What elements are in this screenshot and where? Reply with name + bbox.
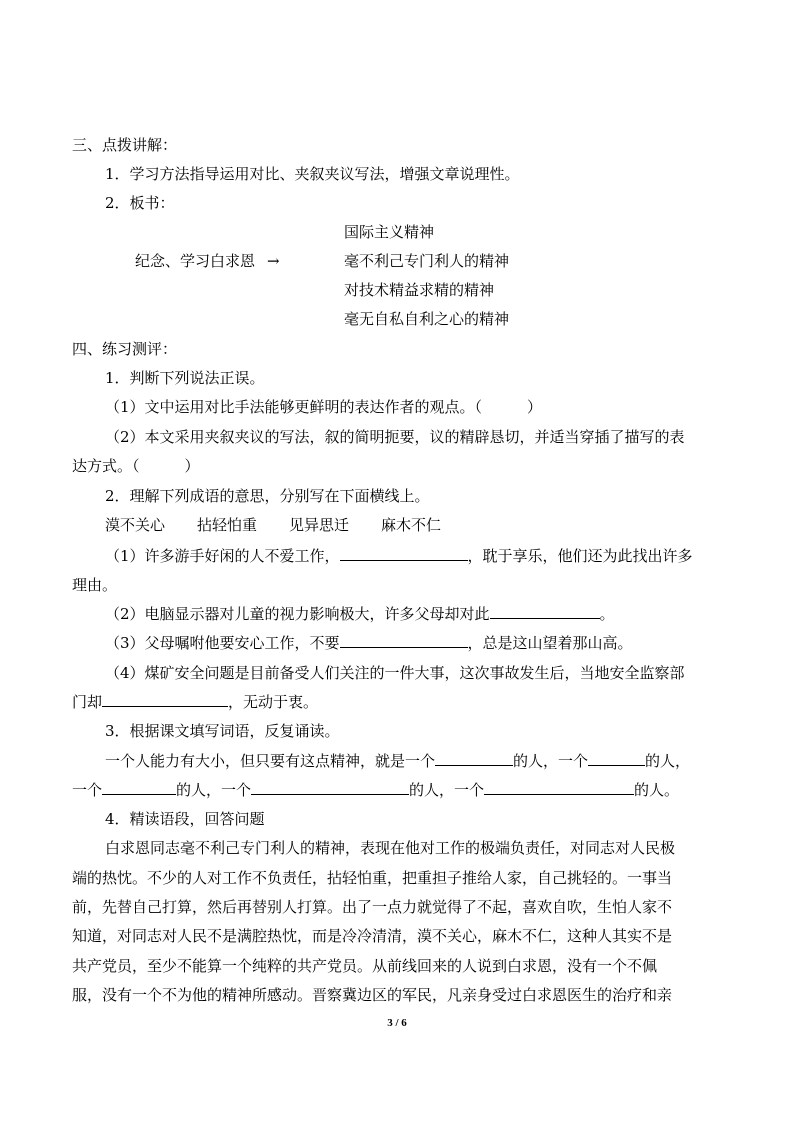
q1-statement-1: （1）文中运用对比手法能够更鲜明的表达作者的观点。（ ） [105, 398, 543, 416]
section-3-item-2: 2．板书： [105, 194, 175, 212]
answer-blank[interactable] [102, 692, 228, 707]
q2-s2-text-after: 。 [599, 605, 615, 623]
page-number: 3 / 6 [387, 1017, 407, 1029]
passage-line-6: 服，没有一个不为他的精神所感动。晋察冀边区的军民，凡亲身受过白求恩医生的治疗和亲 [72, 986, 673, 1004]
spirit-1: 国际主义精神 [344, 223, 435, 241]
q2-s1-text-before: （1）许多游手好闲的人不爱工作， [105, 547, 340, 565]
answer-blank[interactable] [340, 546, 468, 561]
q4-title: 4．精读语段，回答问题 [105, 810, 265, 828]
board-left-text [135, 251, 280, 271]
q2-sentence-4-line-2 [72, 692, 318, 712]
q3-text: 的人，一个 [409, 781, 485, 799]
answer-blank[interactable] [435, 751, 513, 766]
q2-sentence-1-line-2: 理由。 [72, 576, 118, 594]
q2-sentence-3 [105, 633, 633, 653]
q2-s1-text-after: ，耽于享乐，他们还为此找出许多 [467, 547, 693, 565]
q1-title: 1．判断下列说法正误。 [105, 369, 265, 387]
q3-text: 的人， [645, 752, 691, 770]
spirit-2: 毫不利己专门利人的精神 [344, 252, 510, 270]
q3-text: 一个 [72, 781, 103, 799]
spirit-3: 对技术精益求精的精神 [344, 281, 495, 299]
passage-line-4: 知道，对同志对人民不是满腔热忱，而是冷冷清清，漠不关心，麻木不仁，这种人其实不是 [72, 927, 673, 945]
passage-line-5: 共产党员，至少不能算一个纯粹的共产党员。从前线回来的人说到白求恩，没有一个不佩 [72, 957, 658, 975]
answer-blank[interactable] [490, 604, 600, 619]
idiom-4: 麻木不仁 [381, 516, 442, 534]
idiom-list [105, 515, 441, 535]
answer-blank[interactable] [251, 780, 409, 795]
q1-statement-2-line-2: 达方式。（ ） [72, 457, 200, 475]
q3-text: 一个人能力有大小，但只要有这点精神，就是一个 [105, 752, 436, 770]
passage-line-1: 白求恩同志毫不利己专门利人的精神，表现在他对工作的极端负责任，对同志对人民极 [105, 839, 676, 857]
q3-text: 的人。 [634, 781, 680, 799]
q2-sentence-4-line-1: （4）煤矿安全问题是目前备受人们关注的一件大事，这次事故发生后，当地安全监察部 [105, 664, 685, 682]
q3-line-1 [105, 751, 690, 771]
q3-title: 3．根据课文填写词语，反复诵读。 [105, 722, 340, 740]
q2-s3-text-after: ，总是这山望着那山高。 [467, 634, 633, 652]
section-4-heading: 四、练习测评： [72, 340, 178, 358]
answer-blank[interactable] [588, 751, 645, 766]
section-3-heading: 三、点拨讲解： [72, 136, 178, 154]
q2-s4-text-after: ，无动于衷。 [228, 693, 319, 711]
q3-text: 的人，一个 [513, 752, 589, 770]
q3-line-2 [72, 780, 679, 800]
idiom-1: 漠不关心 [105, 516, 166, 534]
idiom-2: 拈轻怕重 [197, 516, 258, 534]
passage-line-2: 端的热忱。不少的人对工作不负责任，拈轻怕重，把重担子推给人家，自己挑轻的。一事当 [72, 869, 673, 887]
answer-blank[interactable] [484, 780, 634, 795]
section-3-item-1: 1．学习方法指导运用对比、夹叙夹议写法，增强文章说理性。 [105, 165, 520, 183]
q2-s4-text-before: 门却 [72, 693, 103, 711]
passage-line-3: 前，先替自己打算，然后再替别人打算。出了一点力就觉得了不起，喜欢自吹，生怕人家不 [72, 898, 673, 916]
arrow-right-icon: → [267, 252, 280, 270]
spirit-4: 毫无自私自利之心的精神 [344, 310, 510, 328]
answer-blank[interactable] [102, 780, 176, 795]
board-subject: 纪念、学习白求恩 [135, 252, 256, 270]
q1-statement-2-line-1: （2）本文采用夹叙夹议的写法，叙的简明扼要，议的精辟恳切，并适当穿插了描写的表 [105, 428, 685, 446]
idiom-3: 见异思迁 [289, 516, 350, 534]
q2-s3-text-before: （3）父母嘱咐他要安心工作，不要 [105, 634, 340, 652]
q3-text: 的人，一个 [176, 781, 252, 799]
answer-blank[interactable] [340, 633, 468, 648]
q2-title: 2．理解下列成语的意思，分别写在下面横线上。 [105, 487, 430, 505]
q2-sentence-2 [105, 604, 615, 624]
q2-s2-text-before: （2）电脑显示器对儿童的视力影响极大，许多父母却对此 [105, 605, 490, 623]
q2-sentence-1 [105, 546, 693, 566]
